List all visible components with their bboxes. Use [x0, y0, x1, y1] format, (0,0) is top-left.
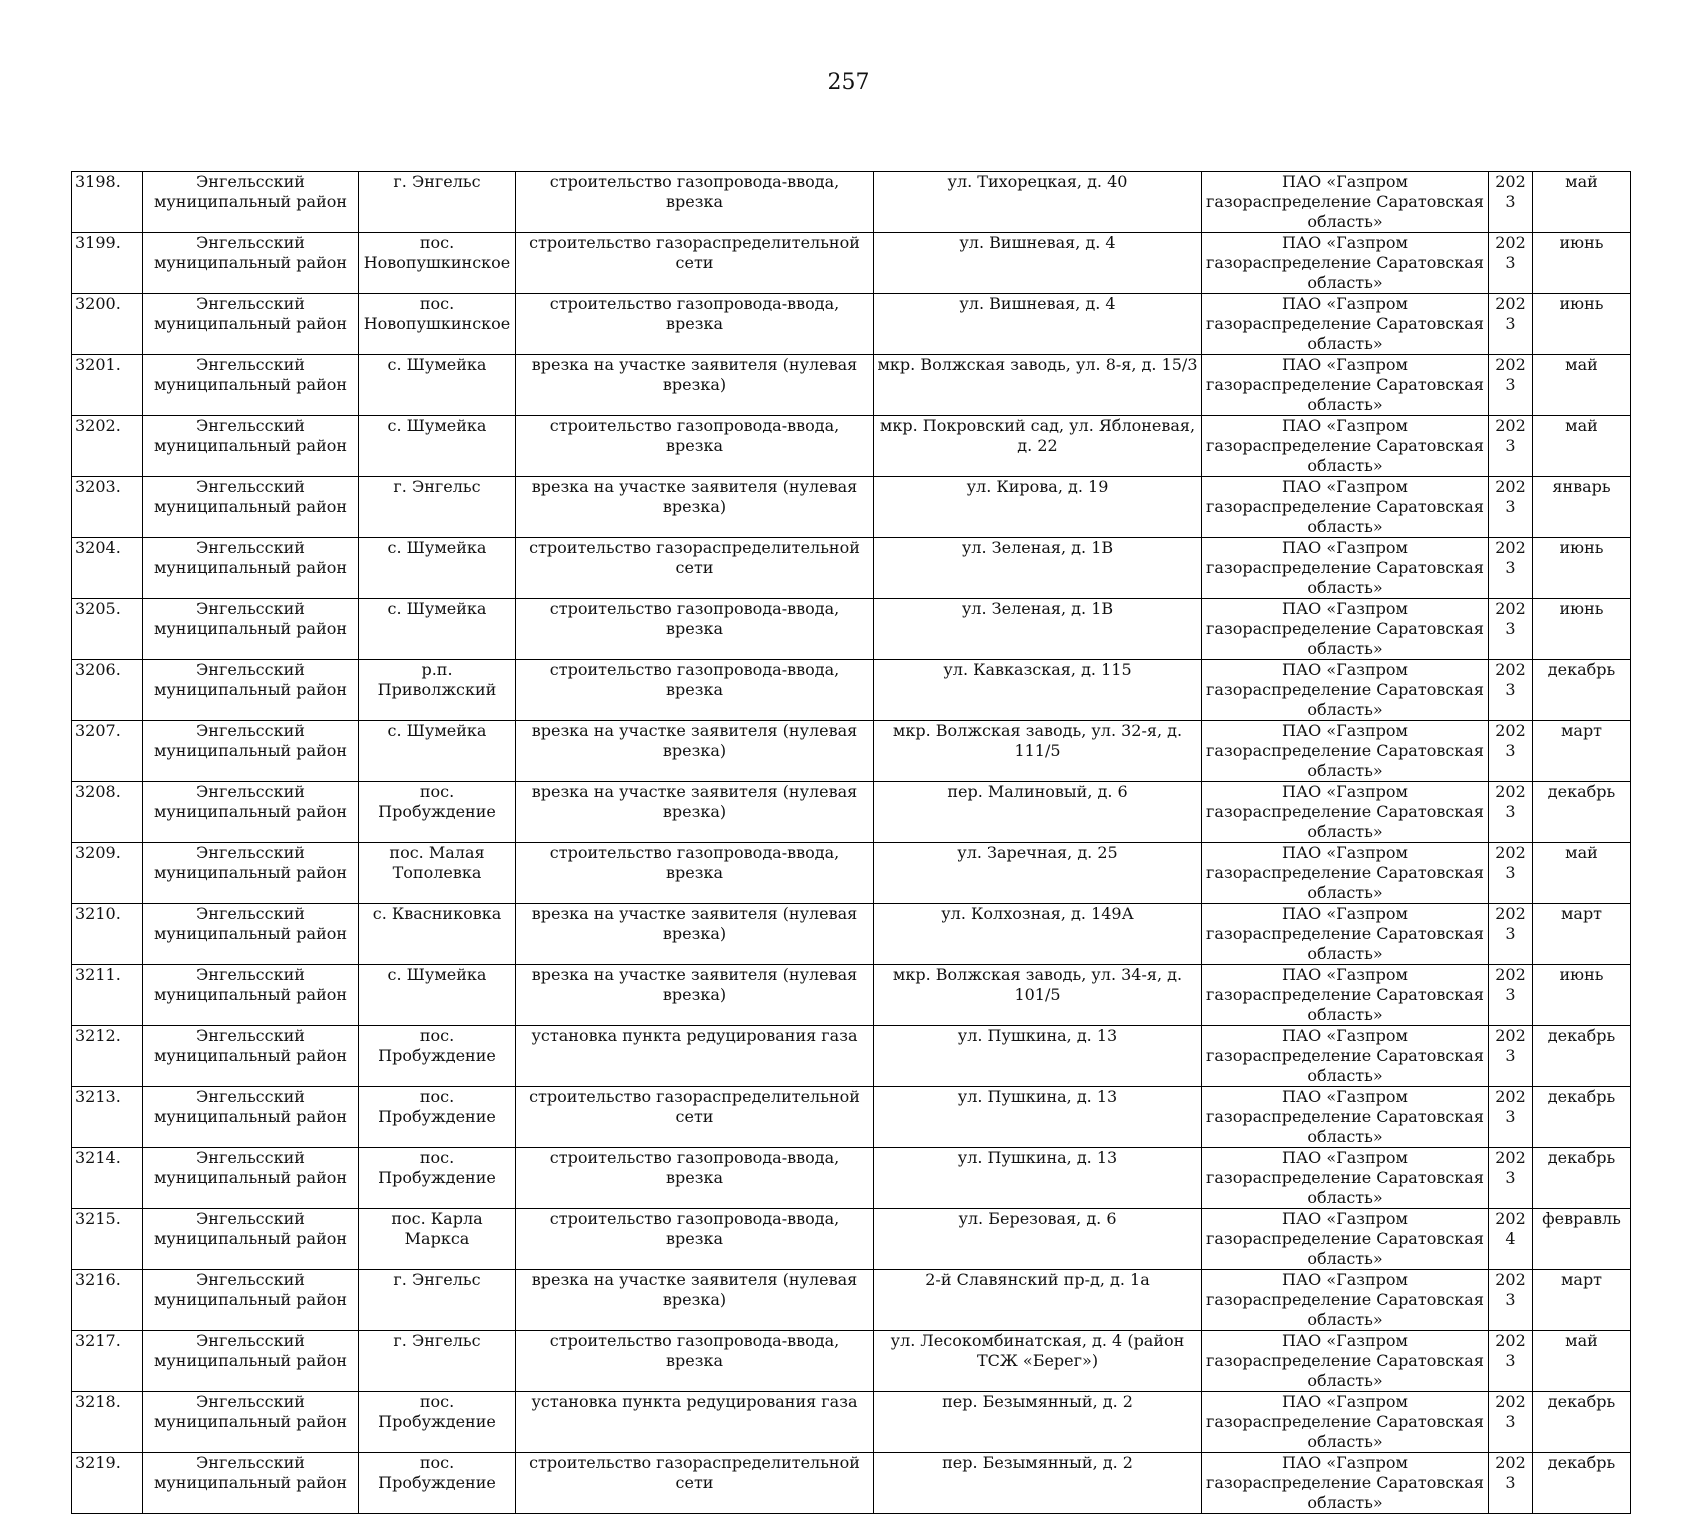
row-number: 3214. [72, 1148, 143, 1209]
year-cell: 2023 [1489, 1392, 1533, 1453]
table-row [72, 477, 1631, 538]
year-cell: 2023 [1489, 782, 1533, 843]
locality-cell: пос. Пробуждение [359, 1148, 516, 1209]
month-cell: май [1533, 843, 1631, 904]
table-row [72, 1392, 1631, 1453]
district-cell: Энгельсский муниципальный район [143, 355, 359, 416]
table-row [72, 172, 1631, 233]
year-cell: 2023 [1489, 660, 1533, 721]
year-cell: 2023 [1489, 355, 1533, 416]
table-row [72, 721, 1631, 782]
table-row [72, 1270, 1631, 1331]
district-cell: Энгельсский муниципальный район [143, 1392, 359, 1453]
locality-cell: пос. Новопушкинское [359, 294, 516, 355]
locality-cell: пос. Пробуждение [359, 1453, 516, 1514]
address-cell: мкр. Волжская заводь, ул. 32-я, д. 111/5 [874, 721, 1202, 782]
address-cell: ул. Пушкина, д. 13 [874, 1087, 1202, 1148]
district-cell: Энгельсский муниципальный район [143, 660, 359, 721]
month-cell: декабрь [1533, 660, 1631, 721]
row-number: 3217. [72, 1331, 143, 1392]
work-type-cell: врезка на участке заявителя (нулевая врезка) [516, 477, 874, 538]
district-cell: Энгельсский муниципальный район [143, 1087, 359, 1148]
month-cell: март [1533, 1270, 1631, 1331]
work-type-cell: строительство газопровода-ввода, врезка [516, 1148, 874, 1209]
row-number: 3201. [72, 355, 143, 416]
address-cell: ул. Вишневая, д. 4 [874, 233, 1202, 294]
table-row [72, 538, 1631, 599]
locality-cell: пос. Карла Маркса [359, 1209, 516, 1270]
organization-cell: ПАО «Газпром газораспределение Саратовская область» [1202, 538, 1489, 599]
locality-cell: пос. Пробуждение [359, 1026, 516, 1087]
year-cell: 2023 [1489, 233, 1533, 294]
row-number: 3215. [72, 1209, 143, 1270]
row-number: 3216. [72, 1270, 143, 1331]
locality-cell: с. Шумейка [359, 355, 516, 416]
table-row [72, 843, 1631, 904]
organization-cell: ПАО «Газпром газораспределение Саратовская область» [1202, 843, 1489, 904]
district-cell: Энгельсский муниципальный район [143, 1331, 359, 1392]
row-number: 3200. [72, 294, 143, 355]
locality-cell: с. Шумейка [359, 721, 516, 782]
work-type-cell: строительство газораспределительной сети [516, 233, 874, 294]
organization-cell: ПАО «Газпром газораспределение Саратовская область» [1202, 416, 1489, 477]
row-number: 3205. [72, 599, 143, 660]
organization-cell: ПАО «Газпром газораспределение Саратовская область» [1202, 355, 1489, 416]
locality-cell: с. Шумейка [359, 965, 516, 1026]
month-cell: май [1533, 355, 1631, 416]
district-cell: Энгельсский муниципальный район [143, 843, 359, 904]
row-number: 3204. [72, 538, 143, 599]
address-cell: мкр. Волжская заводь, ул. 8-я, д. 15/3 [874, 355, 1202, 416]
locality-cell: р.п. Приволжский [359, 660, 516, 721]
table-row [72, 965, 1631, 1026]
address-cell: ул. Лесокомбинатская, д. 4 (район ТСЖ «Берег») [874, 1331, 1202, 1392]
work-type-cell: врезка на участке заявителя (нулевая врезка) [516, 1270, 874, 1331]
district-cell: Энгельсский муниципальный район [143, 477, 359, 538]
work-type-cell: строительство газопровода-ввода, врезка [516, 843, 874, 904]
year-cell: 2023 [1489, 294, 1533, 355]
work-type-cell: строительство газопровода-ввода, врезка [516, 416, 874, 477]
district-cell: Энгельсский муниципальный район [143, 1270, 359, 1331]
row-number: 3218. [72, 1392, 143, 1453]
row-number: 3210. [72, 904, 143, 965]
table-row [72, 233, 1631, 294]
year-cell: 2023 [1489, 538, 1533, 599]
organization-cell: ПАО «Газпром газораспределение Саратовская область» [1202, 1209, 1489, 1270]
year-cell: 2023 [1489, 843, 1533, 904]
work-type-cell: строительство газопровода-ввода, врезка [516, 172, 874, 233]
row-number: 3198. [72, 172, 143, 233]
district-cell: Энгельсский муниципальный район [143, 294, 359, 355]
month-cell: декабрь [1533, 1453, 1631, 1514]
month-cell: февравль [1533, 1209, 1631, 1270]
work-type-cell: строительство газопровода-ввода, врезка [516, 599, 874, 660]
row-number: 3212. [72, 1026, 143, 1087]
locality-cell: с. Шумейка [359, 416, 516, 477]
address-cell: пер. Малиновый, д. 6 [874, 782, 1202, 843]
table-body [72, 172, 1631, 1514]
locality-cell: пос. Новопушкинское [359, 233, 516, 294]
address-cell: ул. Пушкина, д. 13 [874, 1148, 1202, 1209]
row-number: 3207. [72, 721, 143, 782]
gas-connection-table [71, 171, 1631, 1514]
month-cell: декабрь [1533, 1148, 1631, 1209]
address-cell: ул. Зеленая, д. 1В [874, 599, 1202, 660]
year-cell: 2023 [1489, 1148, 1533, 1209]
organization-cell: ПАО «Газпром газораспределение Саратовская область» [1202, 1026, 1489, 1087]
year-cell: 2023 [1489, 477, 1533, 538]
locality-cell: пос. Пробуждение [359, 1392, 516, 1453]
locality-cell: с. Шумейка [359, 599, 516, 660]
work-type-cell: установка пункта редуцирования газа [516, 1392, 874, 1453]
table-row [72, 1209, 1631, 1270]
organization-cell: ПАО «Газпром газораспределение Саратовская область» [1202, 1087, 1489, 1148]
month-cell: декабрь [1533, 1026, 1631, 1087]
row-number: 3211. [72, 965, 143, 1026]
locality-cell: г. Энгельс [359, 172, 516, 233]
address-cell: ул. Заречная, д. 25 [874, 843, 1202, 904]
work-type-cell: врезка на участке заявителя (нулевая врезка) [516, 782, 874, 843]
table-row [72, 1331, 1631, 1392]
work-type-cell: строительство газопровода-ввода, врезка [516, 1209, 874, 1270]
work-type-cell: врезка на участке заявителя (нулевая врезка) [516, 965, 874, 1026]
month-cell: июнь [1533, 538, 1631, 599]
row-number: 3208. [72, 782, 143, 843]
organization-cell: ПАО «Газпром газораспределение Саратовская область» [1202, 965, 1489, 1026]
month-cell: декабрь [1533, 1392, 1631, 1453]
address-cell: ул. Вишневая, д. 4 [874, 294, 1202, 355]
district-cell: Энгельсский муниципальный район [143, 233, 359, 294]
district-cell: Энгельсский муниципальный район [143, 965, 359, 1026]
table-row [72, 1087, 1631, 1148]
locality-cell: г. Энгельс [359, 1270, 516, 1331]
organization-cell: ПАО «Газпром газораспределение Саратовская область» [1202, 1148, 1489, 1209]
work-type-cell: строительство газораспределительной сети [516, 1453, 874, 1514]
district-cell: Энгельсский муниципальный район [143, 782, 359, 843]
month-cell: декабрь [1533, 782, 1631, 843]
district-cell: Энгельсский муниципальный район [143, 1148, 359, 1209]
address-cell: мкр. Волжская заводь, ул. 34-я, д. 101/5 [874, 965, 1202, 1026]
address-cell: ул. Пушкина, д. 13 [874, 1026, 1202, 1087]
organization-cell: ПАО «Газпром газораспределение Саратовская область» [1202, 477, 1489, 538]
row-number: 3199. [72, 233, 143, 294]
table-row [72, 355, 1631, 416]
locality-cell: г. Энгельс [359, 1331, 516, 1392]
district-cell: Энгельсский муниципальный район [143, 1026, 359, 1087]
work-type-cell: строительство газопровода-ввода, врезка [516, 1331, 874, 1392]
district-cell: Энгельсский муниципальный район [143, 904, 359, 965]
table-row [72, 782, 1631, 843]
work-type-cell: врезка на участке заявителя (нулевая врезка) [516, 721, 874, 782]
district-cell: Энгельсский муниципальный район [143, 599, 359, 660]
district-cell: Энгельсский муниципальный район [143, 1209, 359, 1270]
row-number: 3219. [72, 1453, 143, 1514]
table-row [72, 1026, 1631, 1087]
month-cell: июнь [1533, 599, 1631, 660]
year-cell: 2023 [1489, 965, 1533, 1026]
district-cell: Энгельсский муниципальный район [143, 1453, 359, 1514]
organization-cell: ПАО «Газпром газораспределение Саратовская область» [1202, 1270, 1489, 1331]
year-cell: 2023 [1489, 1453, 1533, 1514]
organization-cell: ПАО «Газпром газораспределение Саратовская область» [1202, 1453, 1489, 1514]
row-number: 3202. [72, 416, 143, 477]
organization-cell: ПАО «Газпром газораспределение Саратовская область» [1202, 782, 1489, 843]
month-cell: июнь [1533, 965, 1631, 1026]
month-cell: январь [1533, 477, 1631, 538]
year-cell: 2024 [1489, 1209, 1533, 1270]
month-cell: май [1533, 1331, 1631, 1392]
locality-cell: с. Квасниковка [359, 904, 516, 965]
district-cell: Энгельсский муниципальный район [143, 721, 359, 782]
organization-cell: ПАО «Газпром газораспределение Саратовская область» [1202, 172, 1489, 233]
address-cell: ул. Тихорецкая, д. 40 [874, 172, 1202, 233]
address-cell: ул. Колхозная, д. 149А [874, 904, 1202, 965]
table-row [72, 1148, 1631, 1209]
work-type-cell: строительство газопровода-ввода, врезка [516, 660, 874, 721]
address-cell: мкр. Покровский сад, ул. Яблоневая, д. 22 [874, 416, 1202, 477]
work-type-cell: строительство газопровода-ввода, врезка [516, 294, 874, 355]
locality-cell: пос. Пробуждение [359, 1087, 516, 1148]
locality-cell: пос. Малая Тополевка [359, 843, 516, 904]
month-cell: май [1533, 172, 1631, 233]
year-cell: 2023 [1489, 904, 1533, 965]
address-cell: ул. Зеленая, д. 1В [874, 538, 1202, 599]
year-cell: 2023 [1489, 1026, 1533, 1087]
table-row [72, 660, 1631, 721]
row-number: 3213. [72, 1087, 143, 1148]
address-cell: ул. Кирова, д. 19 [874, 477, 1202, 538]
organization-cell: ПАО «Газпром газораспределение Саратовская область» [1202, 294, 1489, 355]
year-cell: 2023 [1489, 1270, 1533, 1331]
table-row [72, 1453, 1631, 1514]
month-cell: март [1533, 721, 1631, 782]
district-cell: Энгельсский муниципальный район [143, 416, 359, 477]
locality-cell: г. Энгельс [359, 477, 516, 538]
year-cell: 2023 [1489, 416, 1533, 477]
work-type-cell: установка пункта редуцирования газа [516, 1026, 874, 1087]
row-number: 3206. [72, 660, 143, 721]
organization-cell: ПАО «Газпром газораспределение Саратовская область» [1202, 1392, 1489, 1453]
year-cell: 2023 [1489, 1331, 1533, 1392]
month-cell: июнь [1533, 233, 1631, 294]
organization-cell: ПАО «Газпром газораспределение Саратовская область» [1202, 1331, 1489, 1392]
year-cell: 2023 [1489, 721, 1533, 782]
address-cell: ул. Кавказская, д. 115 [874, 660, 1202, 721]
organization-cell: ПАО «Газпром газораспределение Саратовская область» [1202, 233, 1489, 294]
organization-cell: ПАО «Газпром газораспределение Саратовская область» [1202, 721, 1489, 782]
month-cell: декабрь [1533, 1087, 1631, 1148]
address-cell: ул. Березовая, д. 6 [874, 1209, 1202, 1270]
table-row [72, 416, 1631, 477]
year-cell: 2023 [1489, 1087, 1533, 1148]
table-row [72, 599, 1631, 660]
address-cell: пер. Безымянный, д. 2 [874, 1453, 1202, 1514]
organization-cell: ПАО «Газпром газораспределение Саратовская область» [1202, 599, 1489, 660]
month-cell: июнь [1533, 294, 1631, 355]
work-type-cell: врезка на участке заявителя (нулевая врезка) [516, 355, 874, 416]
organization-cell: ПАО «Газпром газораспределение Саратовская область» [1202, 660, 1489, 721]
work-type-cell: врезка на участке заявителя (нулевая врезка) [516, 904, 874, 965]
month-cell: май [1533, 416, 1631, 477]
table-row [72, 904, 1631, 965]
page-number: 257 [827, 70, 870, 95]
district-cell: Энгельсский муниципальный район [143, 538, 359, 599]
address-cell: 2-й Славянский пр-д, д. 1а [874, 1270, 1202, 1331]
work-type-cell: строительство газораспределительной сети [516, 538, 874, 599]
work-type-cell: строительство газораспределительной сети [516, 1087, 874, 1148]
locality-cell: пос. Пробуждение [359, 782, 516, 843]
organization-cell: ПАО «Газпром газораспределение Саратовская область» [1202, 904, 1489, 965]
month-cell: март [1533, 904, 1631, 965]
row-number: 3209. [72, 843, 143, 904]
address-cell: пер. Безымянный, д. 2 [874, 1392, 1202, 1453]
year-cell: 2023 [1489, 172, 1533, 233]
table-row [72, 294, 1631, 355]
locality-cell: с. Шумейка [359, 538, 516, 599]
year-cell: 2023 [1489, 599, 1533, 660]
row-number: 3203. [72, 477, 143, 538]
district-cell: Энгельсский муниципальный район [143, 172, 359, 233]
